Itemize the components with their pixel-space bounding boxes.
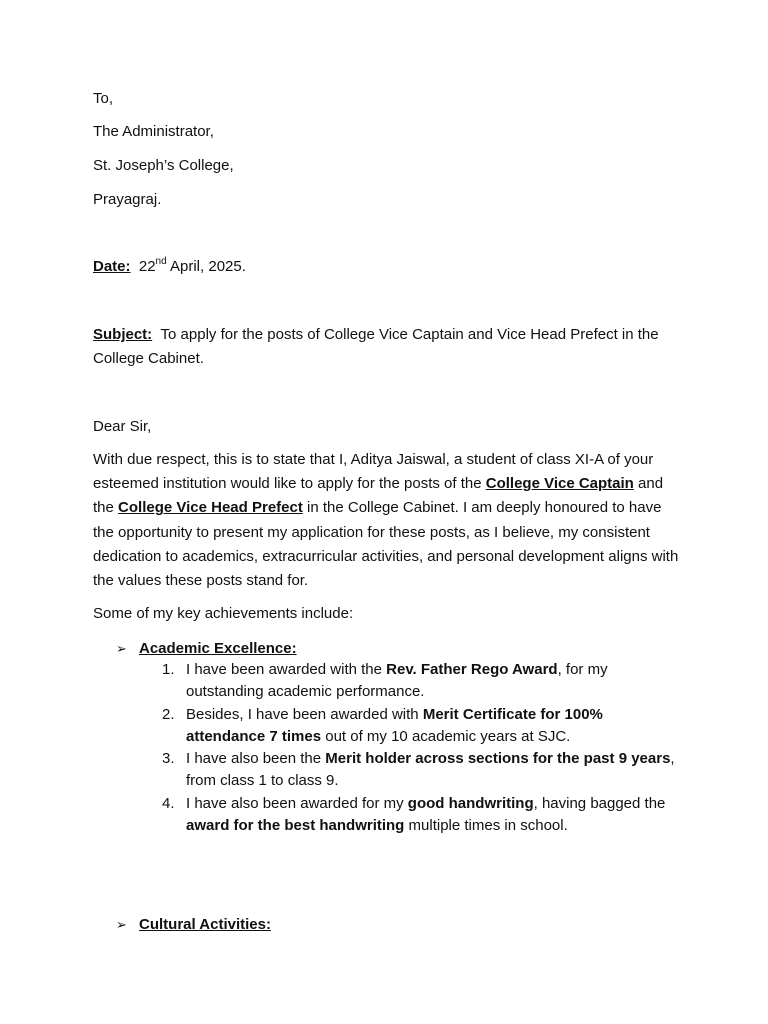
section-cultural <box>116 913 271 937</box>
section-heading-academic: Academic Excellence: <box>139 640 297 657</box>
item-bold-text: Merit Certificate for 100% attendance 7 times <box>186 705 603 745</box>
body-text: and the <box>93 475 664 517</box>
list-item <box>162 793 682 838</box>
list-item <box>162 704 682 749</box>
item-bold-text: good handwriting <box>407 794 534 812</box>
date-rest: April, 2025. <box>166 258 246 275</box>
salutation: Dear Sir, <box>93 418 152 435</box>
body-text: With due respect, this is to state that I, Aditya Jaiswal, a student of class XI-A of your esteemed institution would like to apply for the posts of the <box>93 451 654 493</box>
item-text: Besides, I have been awarded with <box>186 705 423 723</box>
list-number: 1. <box>162 661 175 678</box>
list-item <box>162 748 682 793</box>
academic-achievements-list <box>162 659 682 837</box>
date-label: Date: <box>93 258 131 275</box>
arrow-bullet-icon: ➢ <box>116 641 127 656</box>
item-bold-text: Rev. Father Rego Award <box>386 661 558 678</box>
date-line <box>93 255 246 279</box>
item-text: I have also been awarded for my <box>186 794 408 812</box>
address-line-1: The Administrator, <box>93 123 214 140</box>
section-heading-cultural: Cultural Activities: <box>139 916 271 933</box>
item-text: , for my outstanding academic performance. <box>186 661 608 701</box>
item-bold-text: award for the best handwriting <box>186 817 405 835</box>
post-vice-captain: College Vice Captain <box>485 475 634 493</box>
item-text: , having bagged the <box>533 794 666 812</box>
list-number: 2. <box>162 705 175 723</box>
body-paragraph-2: Some of my key achievements include: <box>93 605 354 622</box>
body-paragraph-1 <box>93 448 683 593</box>
address-line-3: Prayagraj. <box>93 191 162 208</box>
list-item <box>162 659 682 704</box>
item-text: out of my 10 academic years at SJC. <box>321 727 571 745</box>
body-text: in the College Cabinet. I am deeply honoured to have the opportunity to present my application for these posts, as I believe, my consistent dedication to academics, extracurricular activities, and personal development aligns with the values these posts stand for. <box>93 499 679 590</box>
arrow-bullet-icon: ➢ <box>116 917 127 932</box>
subject-line <box>93 323 683 371</box>
item-text: I have also been the <box>186 750 326 768</box>
post-vice-head-prefect: College Vice Head Prefect <box>118 499 303 517</box>
subject-text: To apply for the posts of College Vice Captain and Vice Head Prefect in the College Cabinet. <box>93 326 659 368</box>
address-line-2: St. Joseph’s College, <box>93 157 234 174</box>
item-text: multiple times in school. <box>404 817 568 835</box>
item-text: , from class 1 to class 9. <box>186 750 675 790</box>
date-day: 22 <box>138 258 156 275</box>
item-bold-text: Merit holder across sections for the past 9 years <box>325 750 671 768</box>
item-text: I have been awarded with the <box>186 661 387 678</box>
subject-label: Subject: <box>93 326 153 343</box>
list-number: 3. <box>162 750 175 768</box>
date-suffix: nd <box>155 256 167 267</box>
list-number: 4. <box>162 794 175 812</box>
section-academic <box>116 637 297 661</box>
address-to: To, <box>93 90 114 107</box>
